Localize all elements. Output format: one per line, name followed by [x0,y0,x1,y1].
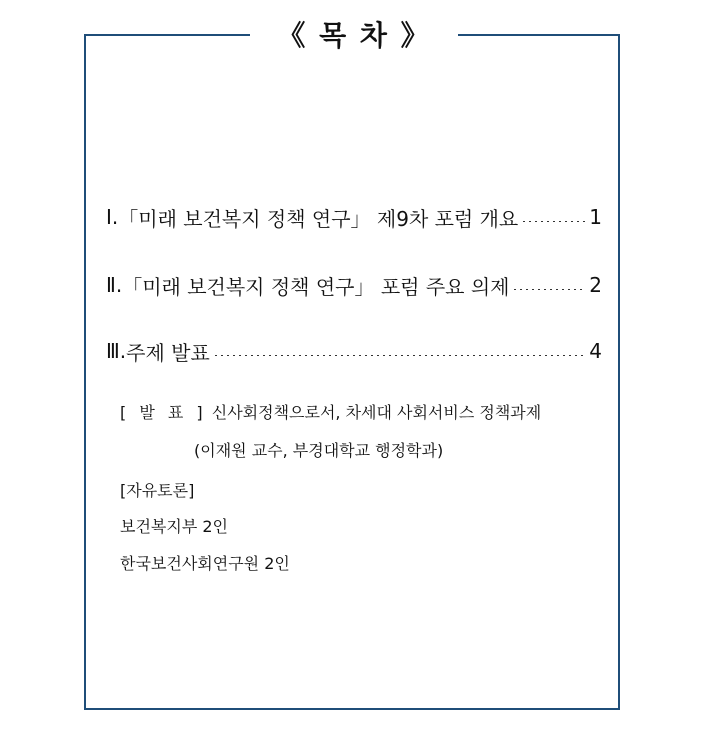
toc-entry-label: 「미래 보건복지 정책 연구」 제9차 포럼 개요 [118,206,519,231]
toc-entry-2[interactable] [106,268,602,302]
toc-entry-number: Ⅱ. [106,273,123,297]
toc-entry-number: Ⅰ. [106,205,119,229]
toc-entry-3[interactable] [106,334,602,368]
dot-leader [512,288,586,290]
toc-entry-1[interactable] [106,200,602,234]
toc-entry-page: 1 [589,205,602,229]
presentation-line [120,400,541,426]
dot-leader [521,220,586,222]
discussion-item: 보건복지부 2인 [120,517,229,536]
presentation-topic: 신사회정책으로서, 차세대 사회서비스 정책과제 [211,403,542,422]
toc-frame [84,34,620,710]
toc-entry-page: 2 [589,273,602,297]
presentation-tag: [ 발 표 ] [120,403,207,422]
toc-entry-label: 「미래 보건복지 정책 연구」 포럼 주요 의제 [122,274,510,299]
presenter-info: (이재원 교수, 부경대학교 행정학과) [194,441,444,460]
toc-entry-page: 4 [589,339,602,363]
toc-entry-number: Ⅲ. [106,339,127,363]
toc-title: 《 목 차 》 [250,14,458,58]
toc-entry-label: 주제 발표 [126,340,210,365]
dot-leader [213,354,586,356]
discussion-item: 한국보건사회연구원 2인 [120,554,290,573]
discussion-tag: [자유토론] [120,481,195,500]
